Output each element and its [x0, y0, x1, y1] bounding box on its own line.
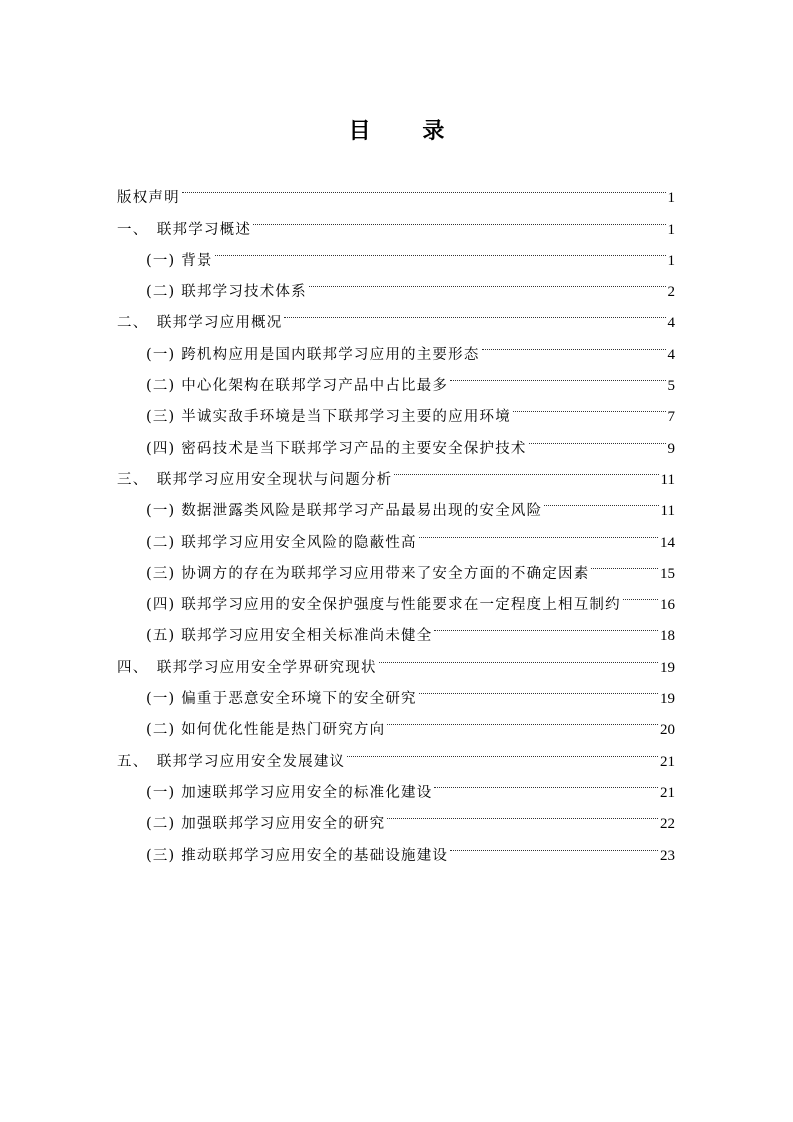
toc-dot-leader	[591, 547, 658, 578]
toc-page-number: 11	[660, 503, 675, 520]
toc-page-number: 22	[660, 816, 675, 833]
toc-page-number: 9	[667, 440, 675, 457]
toc-page-number: 5	[667, 378, 675, 395]
toc-entry-title: 四、 联邦学习应用安全学界研究现状	[117, 659, 377, 676]
page-title: 目 录	[348, 118, 467, 144]
toc-page-number: 21	[660, 784, 675, 801]
toc-dot-leader	[309, 265, 666, 296]
toc-page-number: 21	[660, 753, 675, 770]
toc-entry-title: (三) 推动联邦学习应用安全的基础设施建设	[146, 847, 449, 864]
toc-dot-leader	[387, 703, 658, 734]
toc-page-number: 2	[667, 284, 675, 301]
toc-dot-leader	[450, 359, 665, 390]
toc-dot-leader	[419, 672, 658, 703]
toc-dot-leader	[182, 171, 666, 202]
toc-entry-title: 一、 联邦学习概述	[117, 221, 252, 238]
toc-dot-leader	[394, 453, 658, 484]
toc-entry-title: (四) 密码技术是当下联邦学习产品的主要安全保护技术	[146, 440, 527, 457]
toc-entry-title: (一) 数据泄露类风险是联邦学习产品最易出现的安全风险	[146, 503, 543, 520]
toc-page-number: 19	[660, 691, 675, 708]
toc-entry-title: (二) 联邦学习应用安全风险的隐蔽性高	[146, 534, 417, 551]
toc-page-number: 20	[660, 722, 675, 739]
toc-section-entry[interactable]	[117, 171, 675, 207]
toc-entry-title: (一) 背景	[146, 252, 213, 269]
toc-dot-leader	[482, 327, 666, 358]
toc-entry-title: (四) 联邦学习应用的安全保护强度与性能要求在一定程度上相互制约	[146, 597, 621, 614]
toc-dot-leader	[513, 390, 666, 421]
toc-entry-title: (二) 加强联邦学习应用安全的研究	[146, 816, 386, 833]
toc-dot-leader	[529, 421, 666, 452]
toc-section-entry[interactable]	[117, 202, 675, 238]
toc-page-number: 19	[660, 659, 675, 676]
toc-dot-leader	[434, 766, 658, 797]
toc-dot-leader	[284, 296, 665, 327]
toc-entry-title: (三) 协调方的存在为联邦学习应用带来了安全方面的不确定因素	[146, 565, 590, 582]
toc-page-number: 14	[660, 534, 675, 551]
toc-entry-title: (二) 中心化架构在联邦学习产品中占比最多	[146, 378, 449, 395]
toc-entry-title: 三、 联邦学习应用安全现状与问题分析	[117, 471, 393, 488]
toc-page-number: 11	[660, 471, 675, 488]
toc-entry-title: (二) 联邦学习技术体系	[146, 284, 307, 301]
toc-entry-title: (五) 联邦学习应用安全相关标准尚未健全	[146, 628, 433, 645]
toc-dot-leader	[544, 484, 658, 515]
toc-page-number: 15	[660, 565, 675, 582]
toc-dot-leader	[347, 734, 658, 765]
toc-page-number: 16	[660, 597, 675, 614]
table-of-contents	[117, 171, 675, 864]
toc-entry-title: 五、 联邦学习应用安全发展建议	[117, 753, 346, 770]
toc-entry-title: (一) 跨机构应用是国内联邦学习应用的主要形态	[146, 346, 480, 363]
toc-dot-leader	[419, 515, 658, 546]
toc-page-number: 4	[667, 315, 675, 332]
toc-dot-leader	[387, 797, 658, 828]
toc-entry-title: (一) 偏重于恶意安全环境下的安全研究	[146, 691, 417, 708]
toc-page-number: 1	[667, 252, 675, 269]
toc-page-number: 4	[667, 346, 675, 363]
toc-page-number: 18	[660, 628, 675, 645]
toc-dot-leader	[215, 234, 666, 265]
toc-page-number: 7	[667, 409, 675, 426]
toc-entry-title: 版权声明	[117, 190, 180, 207]
toc-dot-leader	[450, 828, 658, 859]
toc-dot-leader	[253, 202, 665, 233]
toc-page-number: 23	[660, 847, 675, 864]
toc-entry-title: (一) 加速联邦学习应用安全的标准化建设	[146, 784, 433, 801]
toc-entry-title: 二、 联邦学习应用概况	[117, 315, 283, 332]
toc-entry-title: (二) 如何优化性能是热门研究方向	[146, 722, 386, 739]
toc-page-number: 1	[667, 221, 675, 238]
toc-entry-title: (三) 半诚实敌手环境是当下联邦学习主要的应用环境	[146, 409, 511, 426]
toc-page-number: 1	[667, 190, 675, 207]
toc-dot-leader	[379, 640, 658, 671]
toc-dot-leader	[623, 578, 658, 609]
toc-dot-leader	[434, 609, 658, 640]
